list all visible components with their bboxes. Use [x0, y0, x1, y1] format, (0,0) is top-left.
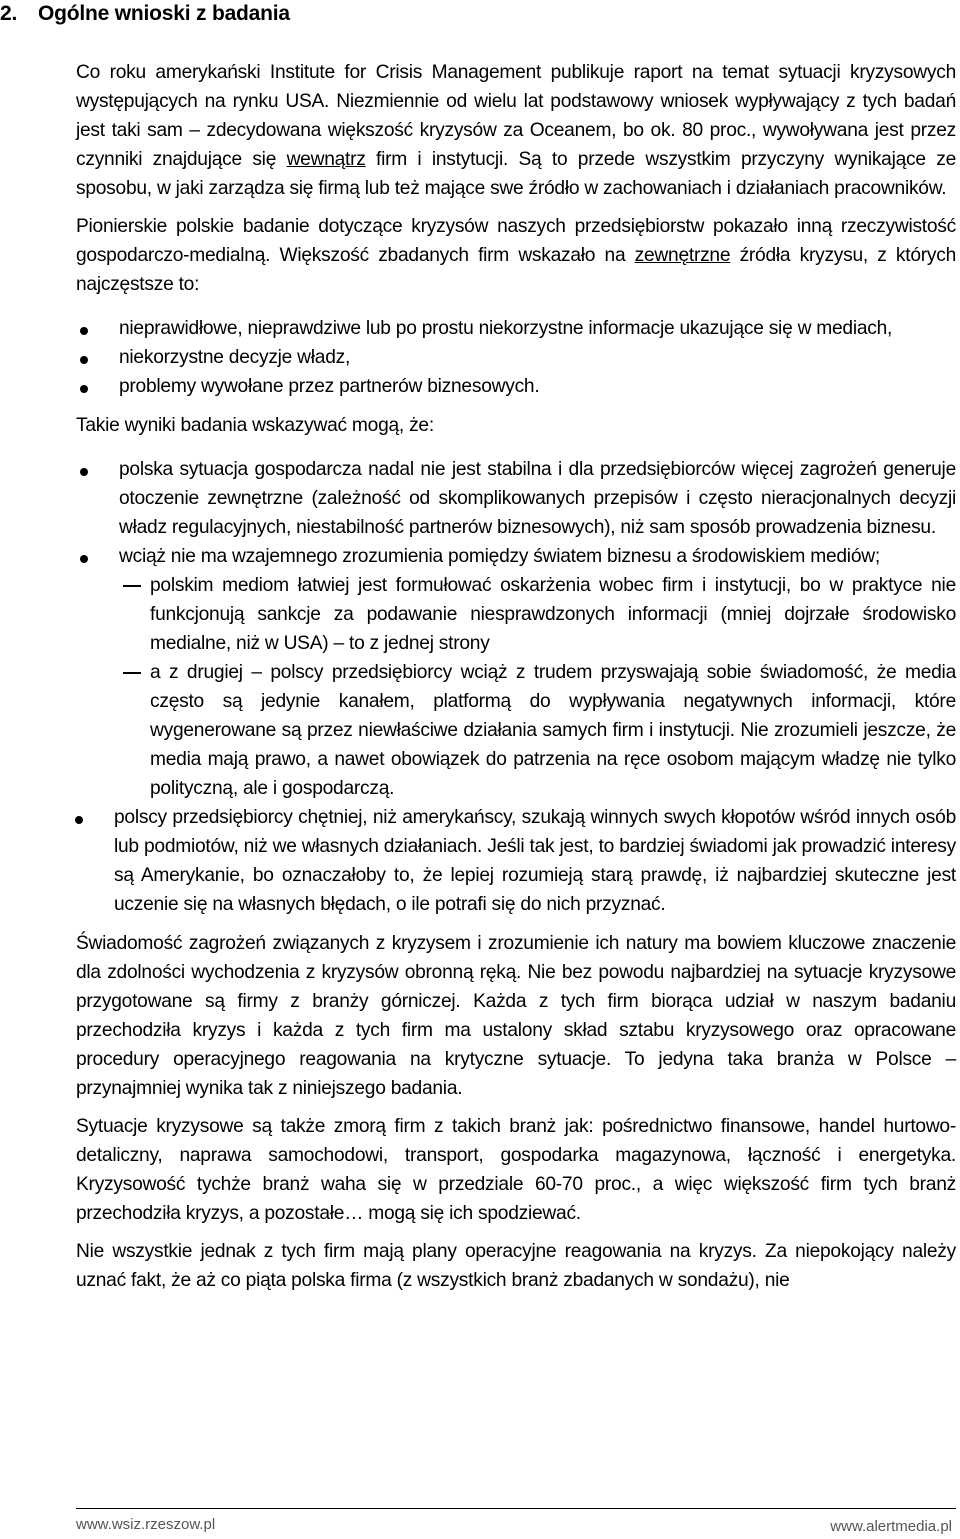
- document-body: [76, 58, 956, 1304]
- dash-icon: [123, 585, 141, 587]
- bullet-icon: [80, 468, 88, 476]
- list-item-text: wciąż nie ma wzajemnego zrozumienia pomiędzy światem biznesu a środowiskiem mediów;: [119, 546, 880, 567]
- sub-list-item-text: polskim mediom łatwiej jest formułować oskarżenia wobec firm i instytucji, bo w praktyce nie funkcjonują sankcje za podawanie niesprawdzonych informacji (mniej dojrzałe środowisko medialne, niż w USA) – to z jednej strony: [150, 575, 956, 654]
- paragraph-1-text-b: firm i instytucji. Są to przede wszystkim przyczyny wynikające ze sposobu, w jaki zarządza się firmą lub też mające swe źródło w zachowaniach i działaniach pracowników.: [76, 149, 956, 199]
- paragraph-1-underlined: wewnątrz: [286, 149, 366, 170]
- list-item: [76, 372, 956, 401]
- section-title: Ogólne wnioski z badania: [38, 2, 290, 25]
- section-number: 2.: [0, 2, 18, 25]
- list-item-text: polska sytuacja gospodarcza nadal nie jest stabilna i dla przedsiębiorców więcej zagrożeń generuje otoczenie zewnętrzne (zależność od skomplikowanych przepisów i często nieracjonalnych decyzji władz regulacyjnych, niestabilność partnerów biznesowych), niż sam sposób prowadzenia biznesu.: [119, 459, 956, 538]
- sub-list-item: [119, 658, 956, 803]
- section-heading: [0, 2, 290, 26]
- list-item-text: niekorzystne decyzje władz,: [119, 347, 351, 368]
- paragraph-4: Świadomość zagrożeń związanych z kryzysem i zrozumienie ich natury ma bowiem kluczowe znaczenie dla zdolności wychodzenia z kryzysów obronną ręką. Nie bez powodu najbardziej na sytuacje kryzysowe przygotowane są firmy z branży górniczej. Każda z tych firm biorąca udział w naszym badaniu przechodziła kryzys i każda z tych firm ma ustalony skład sztabu kryzysowego oraz opracowane procedury operacyjnego reagowania na krytyczne sytuacje. To jedyna taka branża w Polsce – przynajmniej wynika tak z niniejszego badania.: [76, 933, 956, 1099]
- list-item-text: nieprawidłowe, nieprawdziwe lub po prostu niekorzystne informacje ukazujące się w mediach,: [119, 318, 893, 339]
- list-item: [76, 314, 956, 343]
- list-item-text: polscy przedsiębiorcy chętniej, niż amerykańscy, szukają winnych swych kłopotów wśród innych osób lub podmiotów, niż we własnych działaniach. Jeśli tak jest, to bardziej świadomi jak prowadzić interesy są Amerykanie, bo oznaczałoby to, że lepiej rozumieją starą prawdę, iż najbardziej skuteczne jest uczenie się na własnych błędach, o ile potrafi się do nich przyznać.: [114, 807, 956, 915]
- sub-list-item: [119, 571, 956, 658]
- list-item: [76, 343, 956, 372]
- paragraph-5: Sytuacje kryzysowe są także zmorą firm z takich branż jak: pośrednictwo finansowe, handel hurtowo-detaliczny, naprawa samochodowi, transport, gospodarka magazynowa, łączność i energetyka. Kryzysowość tychże branż waha się w przedziale 60-70 proc., a więc większość firm tych branż przechodziła kryzys, a pozostałe… mogą się ich spodziewać.: [76, 1116, 956, 1224]
- dash-icon: [123, 672, 141, 674]
- footer-right-link[interactable]: www.alertmedia.pl: [830, 1518, 952, 1535]
- bullet-icon: [75, 816, 83, 824]
- paragraph-2-text-a: Pionierskie polskie badanie dotyczące kryzysów naszych przedsiębiorstw pokazało inną rzeczywistość gospodarczo-medialną. Większość zbadanych firm wskazało na: [76, 216, 956, 266]
- paragraph-2-text-b: źródła kryzysu, z których najczęstsze to:: [76, 245, 956, 295]
- paragraph-1: [76, 58, 956, 203]
- footer-divider: [76, 1508, 956, 1509]
- paragraph-6: Nie wszystkie jednak z tych firm mają plany operacyjne reagowania na kryzys. Za niepokojący należy uznać fakt, że aż co piąta polska firma (z wszystkich branż zbadanych w sondażu), nie: [76, 1241, 956, 1291]
- list-item: [76, 542, 956, 803]
- sources-list: [76, 314, 956, 401]
- footer-left-link[interactable]: www.wsiz.rzeszow.pl: [76, 1516, 216, 1533]
- list-item: [76, 455, 956, 542]
- bullet-icon: [80, 327, 88, 335]
- bullet-icon: [80, 555, 88, 563]
- paragraph-1-text-a: Co roku amerykański Institute for Crisis Management publikuje raport na temat sytuacji kryzysowych występujących na rynku USA. Niezmiennie od wielu lat podstawowy wniosek wypływający z tych badań jest taki sam – zdecydowana większość kryzysów za Oceanem, bo ok. 80 proc., wywoływana jest przez czynniki znajdujące się: [76, 62, 956, 170]
- list-item-text: problemy wywołane przez partnerów biznesowych.: [119, 376, 540, 397]
- list-item: [71, 803, 956, 919]
- conclusions-list: [76, 455, 956, 919]
- bullet-icon: [80, 385, 88, 393]
- paragraph-2-underlined: zewnętrzne: [634, 245, 731, 266]
- sub-list-item-text: a z drugiej – polscy przedsiębiorcy wciąż z trudem przyswajają sobie świadomość, że media często są jedynie kanałem, platformą do wypływania negatywnych informacji, które wygenerowane są przez niewłaściwe działania samych firm i instytucji. Nie zrozumieli jeszcze, że media mają prawo, a nawet obowiązek do patrzenia na ręce osobom mającym władzę nie tylko polityczną, ale i gospodarczą.: [150, 662, 956, 799]
- paragraph-2: [76, 212, 956, 299]
- sub-list: [119, 571, 956, 803]
- paragraph-3: Takie wyniki badania wskazywać mogą, że:: [76, 415, 434, 436]
- bullet-icon: [80, 356, 88, 364]
